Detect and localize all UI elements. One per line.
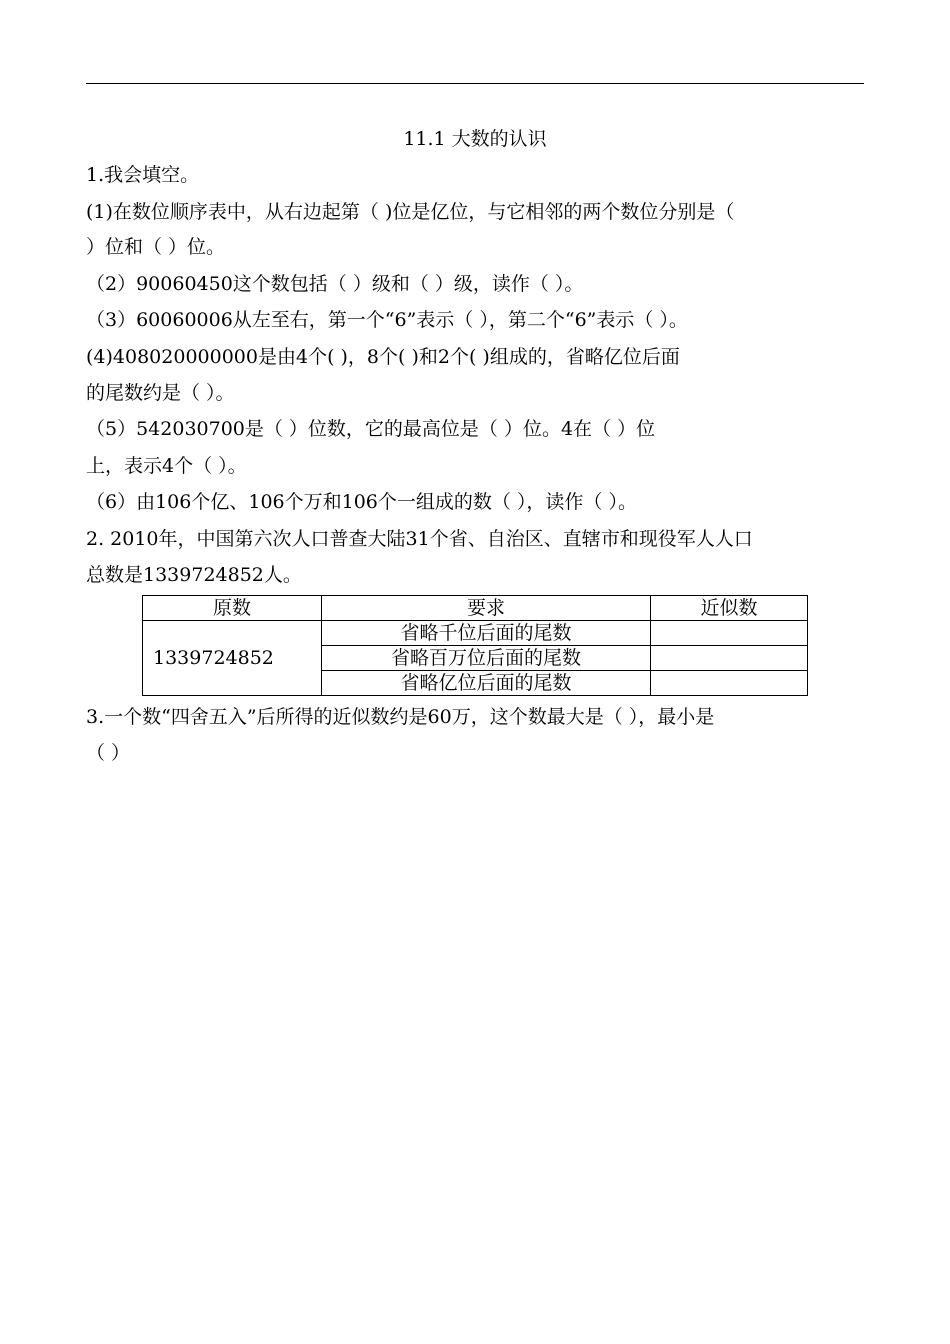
header-approximation: 近似数 <box>651 596 808 621</box>
q3-line1: 3.一个数“四舍五入”后所得的近似数约是60万，这个数最大是（ ），最小是 <box>86 706 715 728</box>
q1-part1-line2: ）位和（ ）位。 <box>86 236 226 258</box>
table-header-row <box>143 596 808 621</box>
requirement-cell: 省略千位后面的尾数 <box>322 621 651 646</box>
header-rule <box>86 83 864 84</box>
table-row <box>143 621 808 646</box>
q1-part5-line1: （5）542030700是（ ）位数，它的最高位是（ ）位。4在（ ）位 <box>86 418 656 440</box>
q1-part1-line1: (1)在数位顺序表中，从右边起第（ )位是亿位，与它相邻的两个数位分别是（ <box>86 201 735 223</box>
q2-line2: 总数是1339724852人。 <box>86 564 302 586</box>
q1-part4-line1: (4)408020000000是由4个( )，8个( )和2个( )组成的，省略亿位后面 <box>86 346 680 368</box>
q1-part6: （6）由106个亿、106个万和106个一组成的数（ ），读作（ ）。 <box>86 491 637 513</box>
page-title: 11.1 大数的认识 <box>403 128 547 150</box>
approximation-answer-cell[interactable] <box>651 646 808 671</box>
q2-line1: 2. 2010年，中国第六次人口普查大陆31个省、自治区、直辖市和现役军人人口 <box>86 528 753 550</box>
approximation-answer-cell[interactable] <box>651 621 808 646</box>
original-number-cell: 1339724852 <box>143 621 322 696</box>
q1-heading: 1.我会填空。 <box>86 164 200 186</box>
header-requirement: 要求 <box>322 596 651 621</box>
q1-part2: （2）90060450这个数包括（ ）级和（ ）级，读作（ ）。 <box>86 273 584 295</box>
approximation-answer-cell[interactable] <box>651 671 808 696</box>
q3-line2: （ ） <box>86 742 131 764</box>
q1-part4-line2: 的尾数约是（ ）。 <box>86 382 235 404</box>
q1-part3: （3）60060006从左至右，第一个“6”表示（ ），第二个“6”表示（ ）。 <box>86 309 688 331</box>
approximation-table <box>142 595 808 696</box>
q1-part5-line2: 上，表示4个（ ）。 <box>86 455 247 477</box>
requirement-cell: 省略亿位后面的尾数 <box>322 671 651 696</box>
header-original: 原数 <box>143 596 322 621</box>
requirement-cell: 省略百万位后面的尾数 <box>322 646 651 671</box>
